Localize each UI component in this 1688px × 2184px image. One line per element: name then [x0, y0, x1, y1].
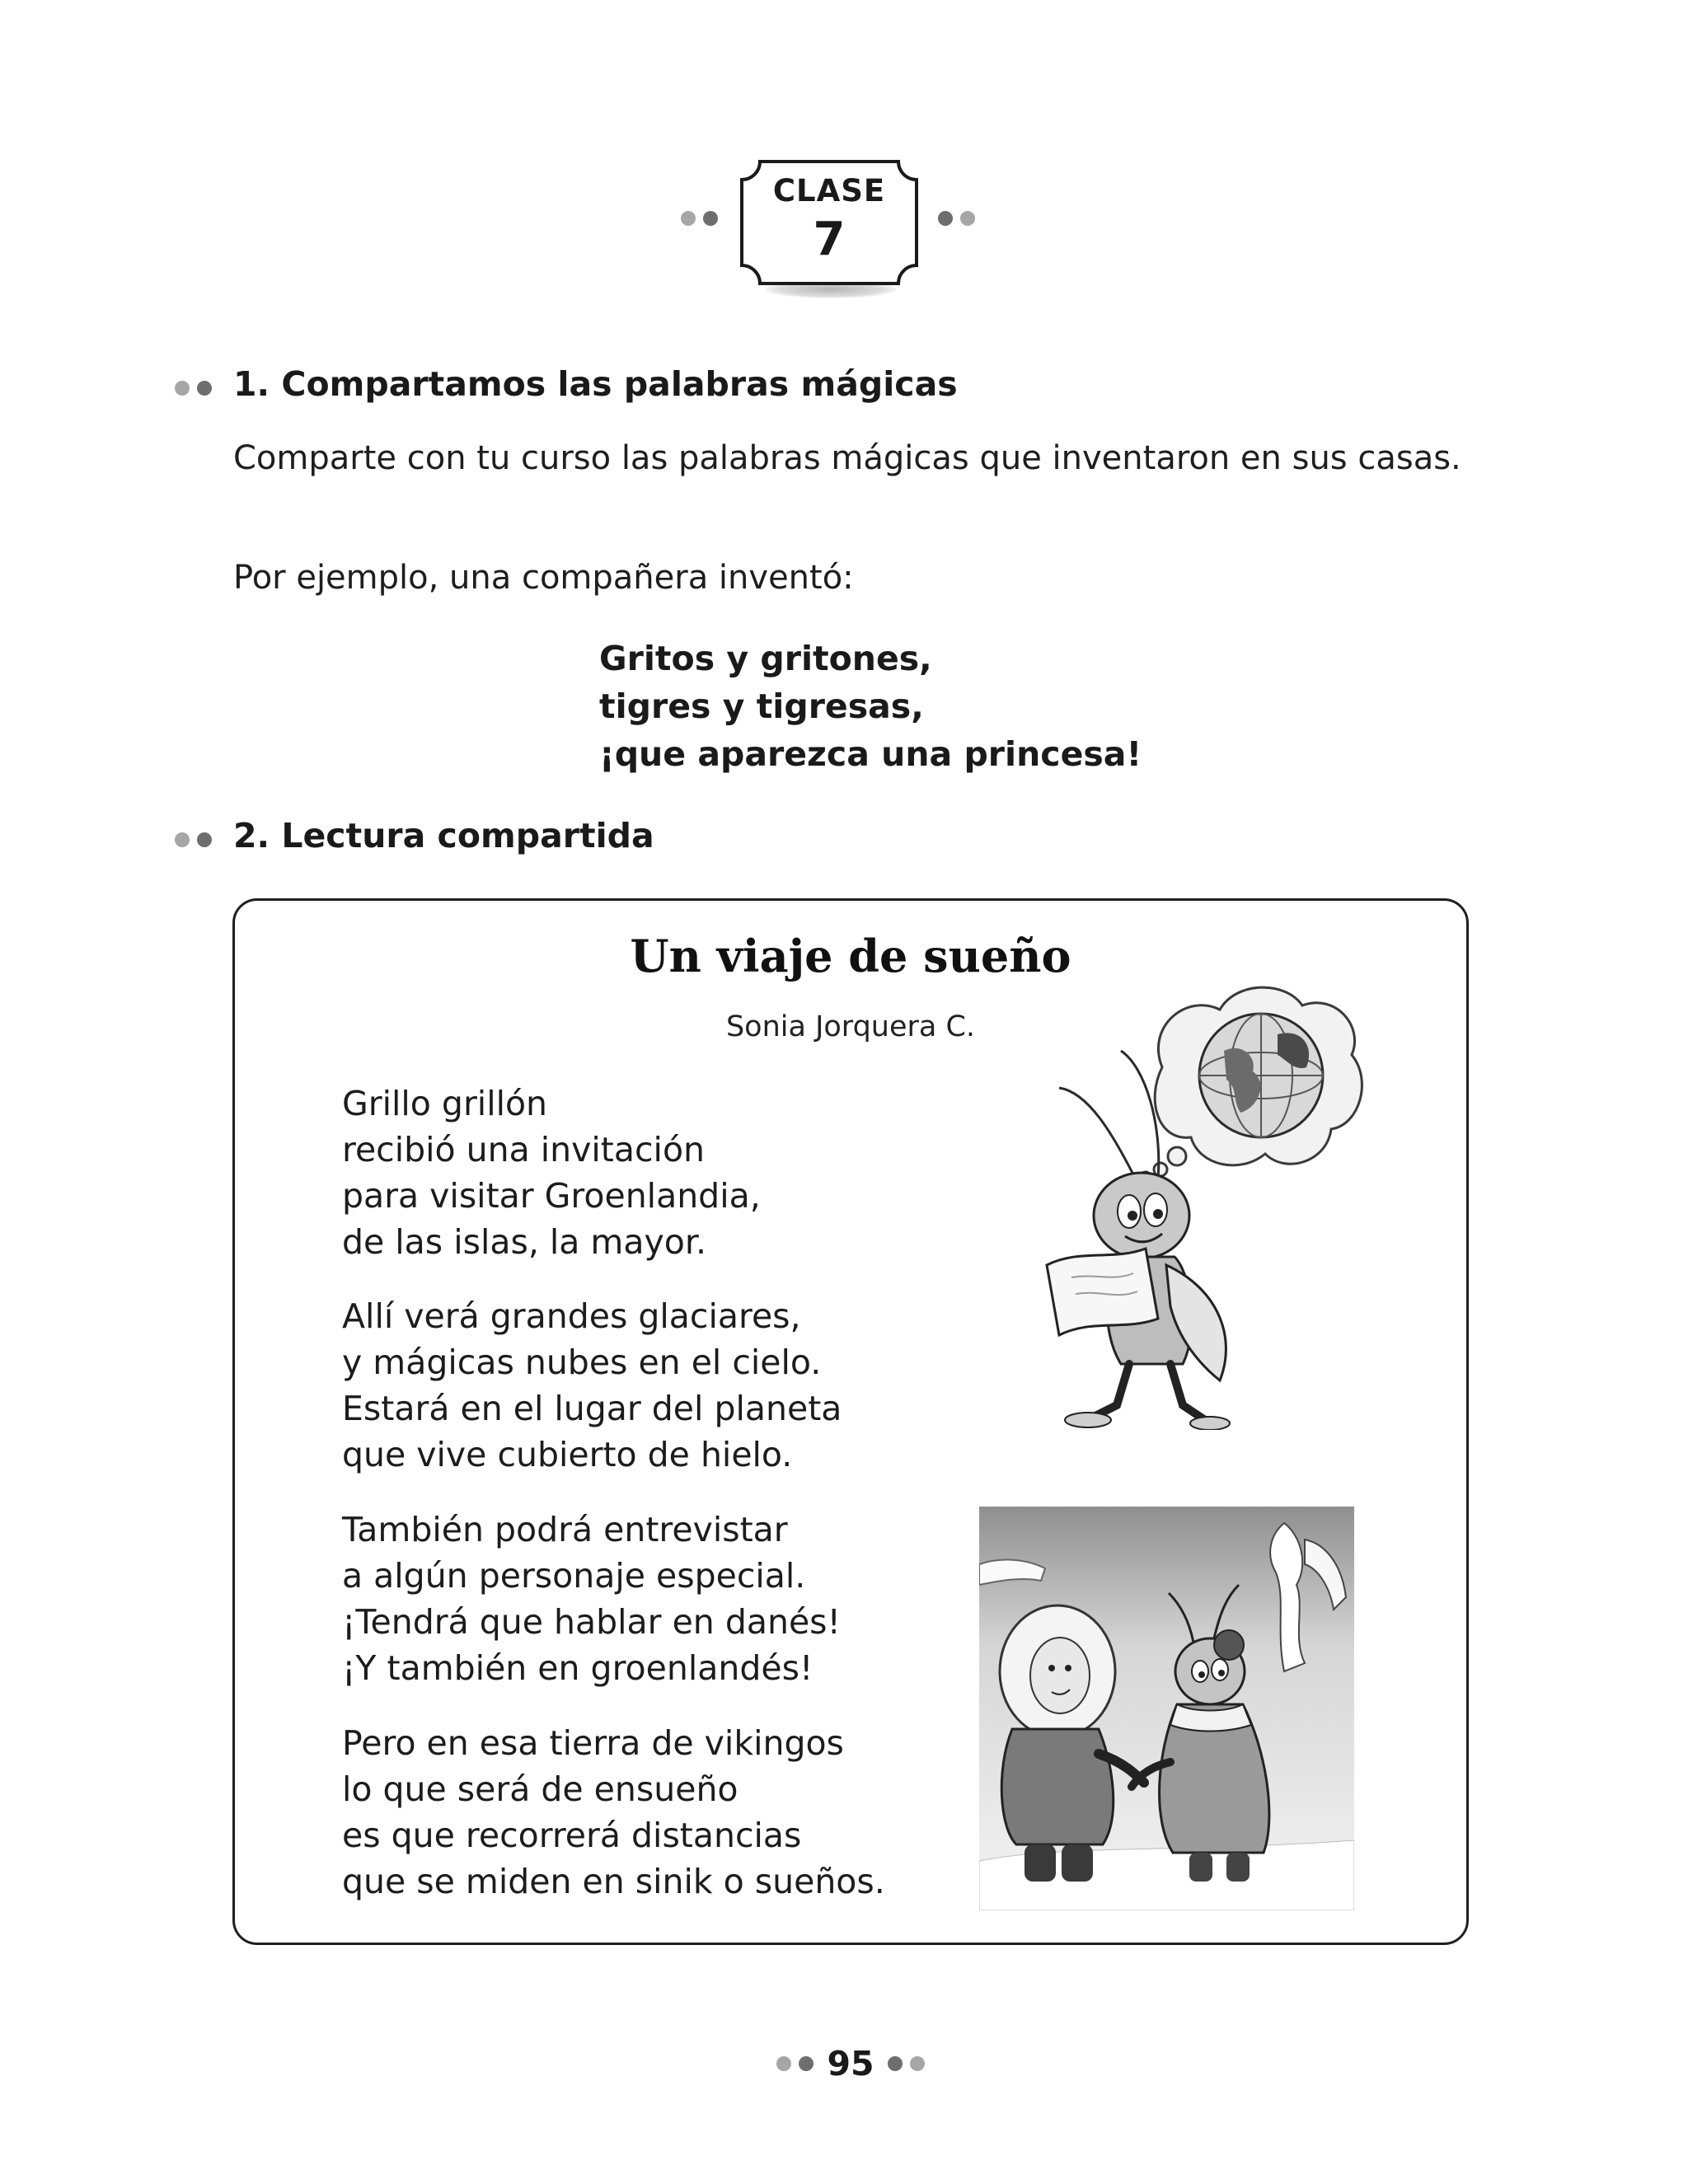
badge-label: CLASE: [772, 173, 886, 209]
section1-paragraph: Comparte con tu curso las palabras mágicas que inventaron en sus casas.: [233, 439, 1461, 477]
dot: [175, 832, 190, 847]
poem-stanza: [342, 1507, 841, 1691]
poem-line: lo que será de ensueño: [342, 1769, 738, 1809]
poem-line: Grillo grillón: [342, 1084, 548, 1123]
poem-line: de las islas, la mayor.: [342, 1222, 706, 1262]
poem-line: También podrá entrevistar: [342, 1510, 788, 1549]
dot: [799, 2056, 814, 2071]
section2-bullet: [175, 832, 212, 847]
chant-line: tigres y tigresas,: [599, 687, 924, 726]
poem-stanza: [342, 1720, 885, 1905]
poem-line: para visitar Groenlandia,: [342, 1176, 761, 1216]
badge-dots-left: [681, 211, 718, 226]
dot: [197, 381, 212, 396]
footer-dots-right: [888, 2056, 925, 2071]
poem-title: Un viaje de sueño: [630, 930, 1071, 982]
section1-bullet: [175, 381, 212, 396]
poem-stanza: [342, 1293, 842, 1478]
page-number: 95: [827, 2044, 874, 2083]
poem-line: y mágicas nubes en el cielo.: [342, 1343, 822, 1382]
example-intro: Por ejemplo, una compañera inventó:: [233, 559, 854, 597]
section1-heading: 1. Compartamos las palabras mágicas: [233, 364, 958, 404]
dot: [910, 2056, 925, 2071]
greenland-scene-illustration: [979, 1507, 1354, 1910]
poem-author: Sonia Jorquera C.: [725, 1010, 976, 1043]
poem-line: ¡Y también en groenlandés!: [342, 1648, 814, 1688]
poem-line: es que recorrerá distancias: [342, 1816, 802, 1855]
poem-line: Pero en esa tierra de vikingos: [342, 1723, 844, 1763]
footer-dots-left: [776, 2056, 814, 2071]
dot: [776, 2056, 791, 2071]
poem-line: ¡Tendrá que hablar en danés!: [342, 1602, 841, 1642]
section2-heading: 2. Lectura compartida: [233, 816, 654, 855]
dot: [175, 381, 190, 396]
dot: [681, 211, 696, 226]
poem-line: que se miden en sinik o sueños.: [342, 1862, 885, 1901]
poem-line: a algún personaje especial.: [342, 1556, 806, 1596]
magic-words-chant: [599, 635, 1142, 778]
lesson-badge: [732, 157, 926, 297]
dot: [960, 211, 975, 226]
dot: [938, 211, 953, 226]
badge-dots-right: [938, 211, 975, 226]
lesson-number: 7: [813, 213, 846, 266]
cricket-with-map-illustration: [1022, 977, 1368, 1430]
page-footer: [0, 2044, 1688, 2083]
poem-line: recibió una invitación: [342, 1130, 706, 1169]
chant-line: ¡que aparezca una princesa!: [599, 734, 1142, 774]
poem-line: Estará en el lugar del planeta: [342, 1389, 842, 1428]
dot: [888, 2056, 903, 2071]
poem-stanza: [342, 1080, 761, 1265]
poem-line: Allí verá grandes glaciares,: [342, 1296, 801, 1336]
dot: [197, 832, 212, 847]
poem-line: que vive cubierto de hielo.: [342, 1435, 793, 1474]
chant-line: Gritos y gritones,: [599, 639, 932, 678]
dot: [703, 211, 718, 226]
